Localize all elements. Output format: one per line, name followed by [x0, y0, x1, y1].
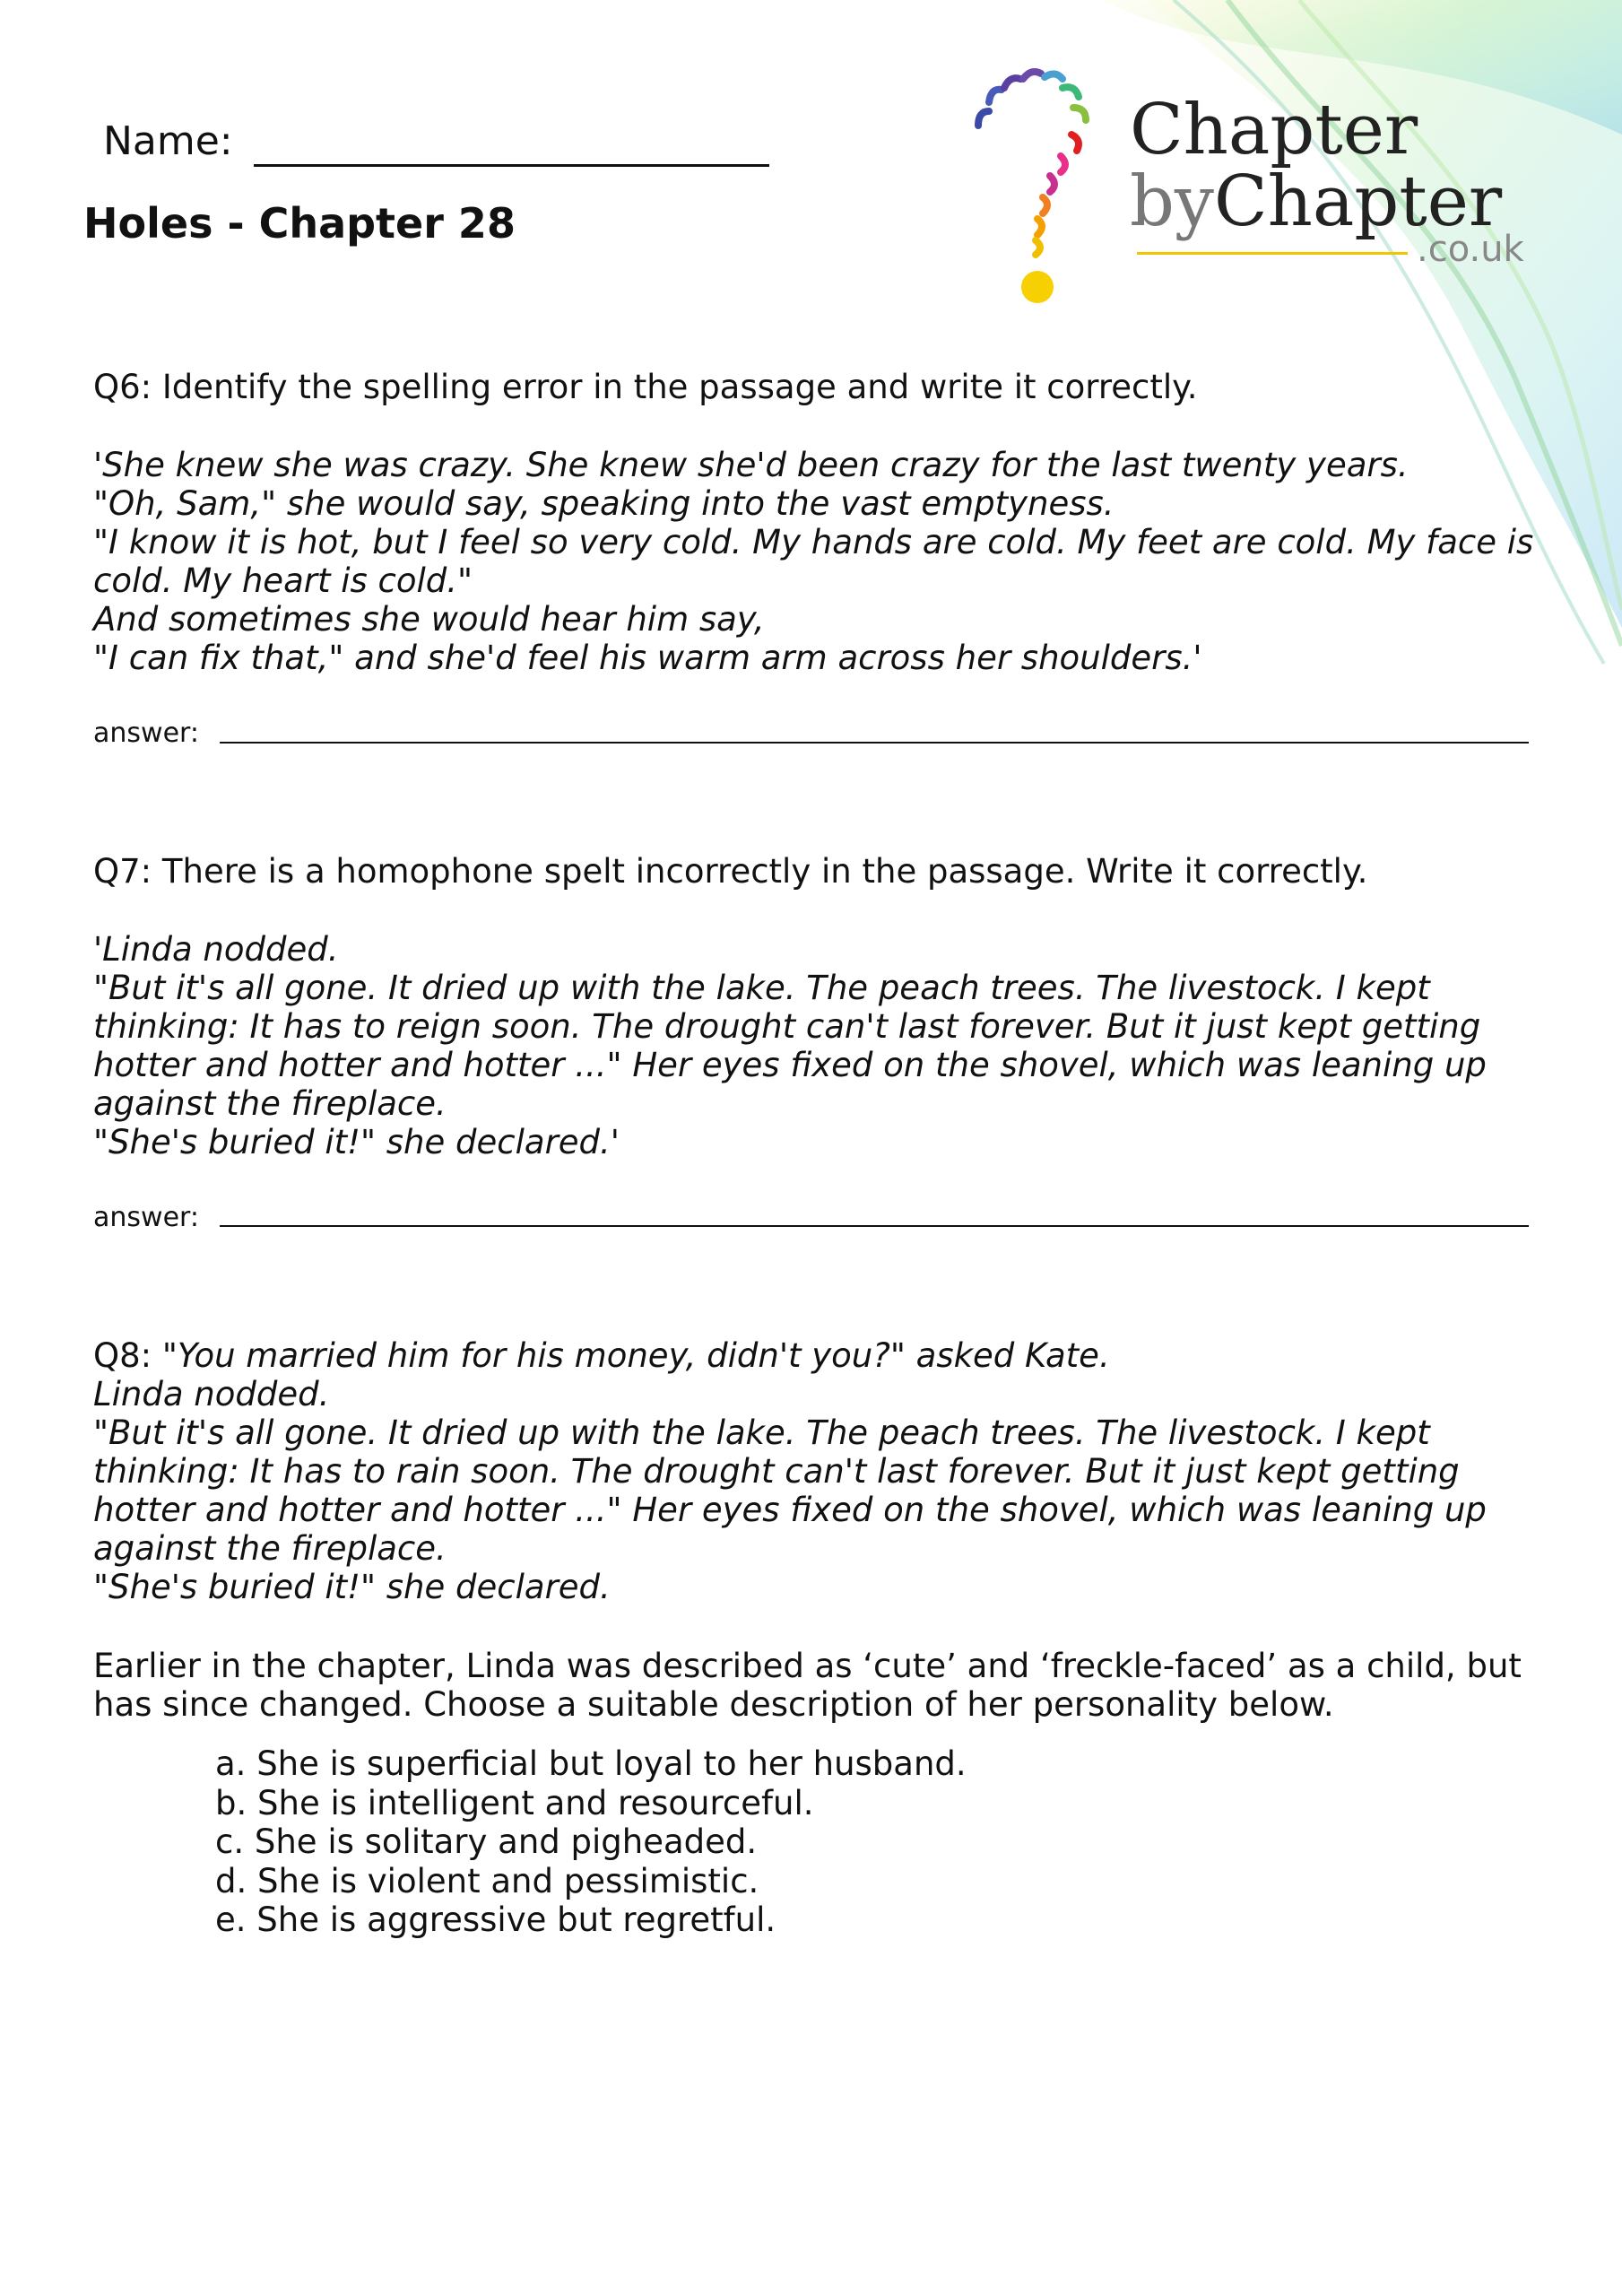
q6-answer-label: answer:: [93, 718, 199, 749]
passage-line: hotter and hotter and hotter ..." Her eyes fixed on the shovel, which was leaning up: [93, 1046, 1487, 1084]
passage-line: against the fireplace.: [93, 1084, 447, 1123]
passage-line: cold. My heart is cold.": [93, 561, 473, 600]
passage-line: 'Linda nodded.: [93, 930, 339, 969]
logo-text-by-chapter: [1130, 161, 1503, 242]
logo-text-chapter-2: Chapter: [1214, 161, 1503, 242]
passage-line: "I know it is hot, but I feel so very cold. My hands are cold. My feet are cold. My face is: [93, 523, 1534, 561]
passage-line: "Oh, Sam," she would say, speaking into the vast emptyness.: [93, 484, 1115, 523]
q8-label: Q8:: [93, 1336, 152, 1375]
question-line: Earlier in the chapter, Linda was described as ‘cute’ and ‘freckle-faced’ as a child, but: [93, 1647, 1522, 1685]
q6-passage: [93, 446, 1534, 677]
name-label: Name:: [103, 118, 233, 164]
passage-line: "She's buried it!" she declared.': [93, 1123, 620, 1161]
option-c[interactable]: c. She is solitary and pigheaded.: [215, 1822, 758, 1861]
passage-line: "But it's all gone. It dried up with the lake. The peach trees. The livestock. I kept: [93, 969, 1430, 1007]
option-a[interactable]: a. She is superficial but loyal to her husband.: [215, 1744, 967, 1783]
book-question-mark-icon: [964, 52, 1116, 312]
q6-prompt: Q6: Identify the spelling error in the passage and write it correctly.: [93, 368, 1198, 406]
q8-first-line: [93, 1336, 1110, 1375]
q7-answer-label: answer:: [93, 1202, 199, 1233]
passage-line: Linda nodded.: [93, 1375, 330, 1413]
q8-quote: "You married him for his money, didn't you?" asked Kate.: [161, 1336, 1110, 1375]
passage-line: "But it's all gone. It dried up with the lake. The peach trees. The livestock. I kept: [93, 1413, 1430, 1452]
passage-line: thinking: It has to rain soon. The drought can't last forever. But it just kept getting: [93, 1452, 1460, 1491]
q8-passage: [93, 1375, 1528, 1606]
q7-passage: [93, 930, 1528, 1161]
passage-line: 'She knew she was crazy. She knew she'd been crazy for the last twenty years.: [93, 446, 1409, 484]
passage-line: hotter and hotter and hotter ..." Her eyes fixed on the shovel, which was leaning up: [93, 1491, 1487, 1529]
passage-line: thinking: It has to reign soon. The drought can't last forever. But it just kept getting: [93, 1007, 1481, 1046]
option-d[interactable]: d. She is violent and pessimistic.: [215, 1861, 759, 1900]
passage-line: And sometimes she would hear him say,: [93, 600, 765, 639]
logo-text-by: by: [1130, 161, 1214, 242]
logo-domain: .co.uk: [1417, 229, 1524, 270]
option-b[interactable]: b. She is intelligent and resourceful.: [215, 1783, 814, 1822]
name-input-line[interactable]: [254, 164, 769, 167]
passage-line: "She's buried it!" she declared.: [93, 1568, 611, 1606]
question-line: has since changed. Choose a suitable description of her personality below.: [93, 1685, 1334, 1724]
passage-line: against the fireplace.: [93, 1529, 447, 1568]
q7-answer-line[interactable]: [220, 1225, 1529, 1227]
chapter-by-chapter-logo: [964, 52, 1538, 312]
passage-line: "I can fix that," and she'd feel his warm arm across her shoulders.': [93, 639, 1202, 677]
q6-answer-line[interactable]: [220, 742, 1529, 744]
q8-options: [215, 1744, 967, 1940]
q7-prompt: Q7: There is a homophone spelt incorrectly in the passage. Write it correctly.: [93, 852, 1368, 891]
logo-text-chapter: Chapter: [1130, 90, 1418, 170]
logo-underline: [1137, 252, 1408, 255]
q8-question: [93, 1647, 1522, 1724]
option-e[interactable]: e. She is aggressive but regretful.: [215, 1900, 776, 1939]
worksheet-title: Holes - Chapter 28: [83, 199, 516, 248]
